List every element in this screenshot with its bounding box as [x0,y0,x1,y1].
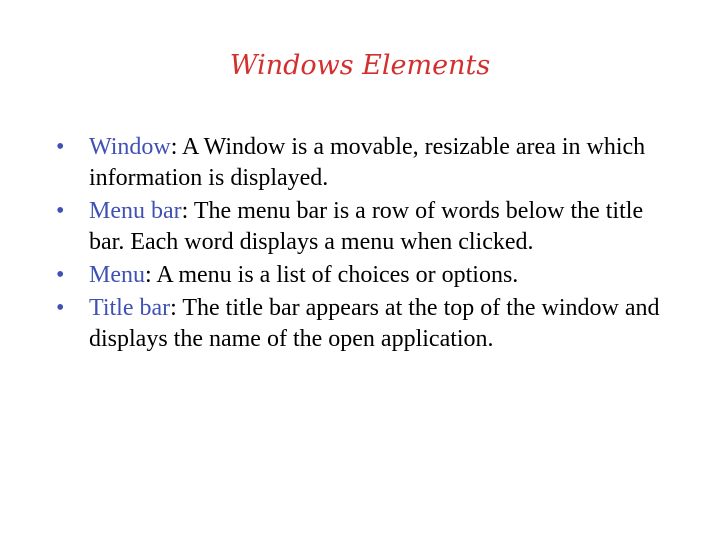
definition-menu: A menu is a list of choices or options. [156,262,519,288]
term-separator: : [181,198,194,224]
bullet-icon: • [56,134,65,160]
bullet-item-window [56,132,666,194]
term-separator: : [145,262,157,288]
slide-title: Windows Elements [229,50,491,81]
definition-title-bar: The title bar appears at the top of the window and displays the name of the open application. [89,295,660,352]
bullet-list [56,132,666,357]
bullet-icon: • [56,295,65,321]
term-menu: Menu [89,262,145,288]
bullet-icon: • [56,198,65,224]
term-menu-bar: Menu bar [89,198,182,224]
bullet-item-menu [56,260,666,291]
term-title-bar: Title bar [89,295,171,321]
bullet-item-title-bar [56,293,666,355]
term-separator: : [170,295,183,321]
bullet-item-menu-bar [56,196,666,258]
definition-menu-bar: The menu bar is a row of words below the title bar. Each word displays a menu when clicked. [89,198,644,255]
term-window: Window [89,134,171,160]
term-separator: : [170,134,183,160]
definition-window: A Window is a movable, resizable area in which information is displayed. [89,134,646,191]
bullet-icon: • [56,262,65,288]
